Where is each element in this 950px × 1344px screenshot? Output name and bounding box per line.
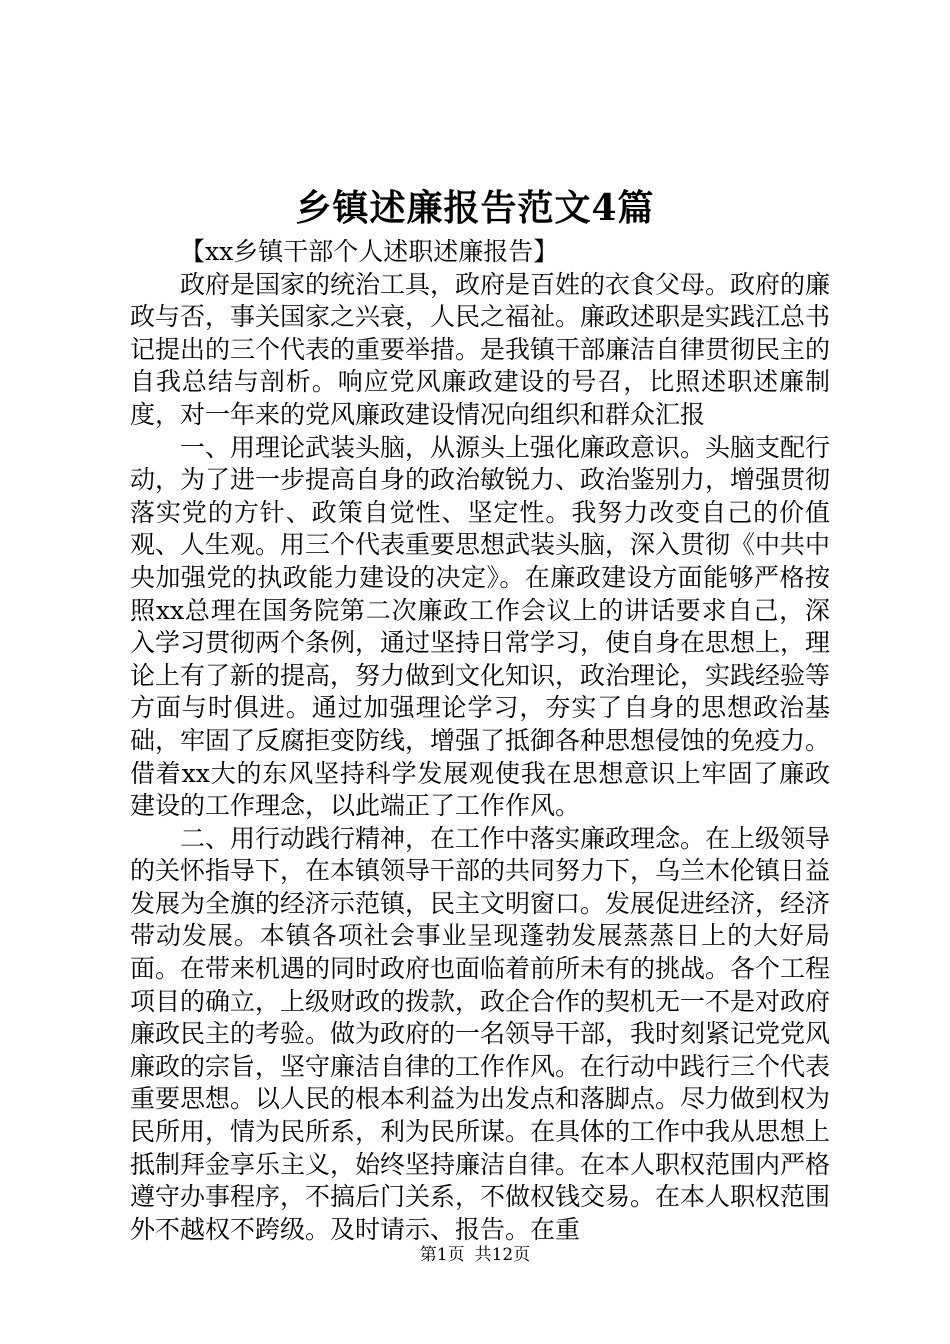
section-heading: 【xx乡镇干部个人述职述廉报告】 (180, 237, 559, 266)
paragraph-section-two: 二、用行动践行精神，在工作中落实廉政理念。在上级领导的关怀指导下，在本镇领导干部的共同努力下，乌兰木伦镇日益发展为全旗的经济示范镇，民主文明窗口。发展促进经济，经济带动发展。本镇各项社会事业呈现蓬勃发展蒸蒸日上的大好局面。在带来机遇的同时政府也面临着前所未有的挑战。各个工程项目的确立，上级财政的拨款，政企合作的契机无一不是对政府廉政民主的考验。做为政府的一名领导干部，我时刻紧记党党风廉政的宗旨，坚守廉洁自律的工作作风。在行动中践行三个代表重要思想。以人民的根本利益为出发点和落脚点。尽力做到权为民所用，情为民所系，利为民所谋。在具体的工作中我从思想上抵制拜金享乐主义，始终坚持廉洁自律。在本人职权范围内严格遵守办事程序，不搞后门关系，不做权钱交易。在本人职权范围外不越权不跨级。及时请示、报告。在重 (130, 823, 831, 1244)
paragraph-intro: 政府是国家的统治工具，政府是百姓的衣食父母。政府的廉政与否，事关国家之兴衰，人民之福祉。廉政述职是实践江总书记提出的三个代表的重要举措。是我镇干部廉洁自律贯彻民主的自我总结与剖析。响应党风廉政建设的号召，比照述职述廉制度，对一年来的党风廉政建设情况向组织和群众汇报 (130, 269, 831, 429)
page-number-current: 第1页 (419, 1245, 465, 1265)
document-body (130, 236, 830, 1246)
paragraph-section-one: 一、用理论武装头脑，从源头上强化廉政意识。头脑支配行动，为了进一步提高自身的政治敏锐力、政治鉴别力，增强贯彻落实党的方针、政策自觉性、坚定性。我努力改变自己的价值观、人生观。用三个代表重要思想武装头脑，深入贯彻《中共中央加强党的执政能力建设的决定》。在廉政建设方面能够严格按照xx总理在国务院第二次廉政工作会议上的讲话要求自己，深入学习贯彻两个条例，通过坚持日常学习，使自身在思想上，理论上有了新的提高，努力做到文化知识，政治理论，实践经验等方面与时俱进。通过加强理论学习，夯实了自身的思想政治基础，牢固了反腐拒变防线，增强了抵御各种思想侵蚀的免疫力。借着xx大的东风坚持科学发展观使我在思想意识上牢固了廉政建设的工作理念，以此端正了工作作风。 (130, 432, 831, 821)
page-number-total: 共12页 (474, 1245, 531, 1265)
page-footer (0, 1244, 950, 1266)
document-title: 乡镇述廉报告范文4篇 (295, 187, 655, 229)
